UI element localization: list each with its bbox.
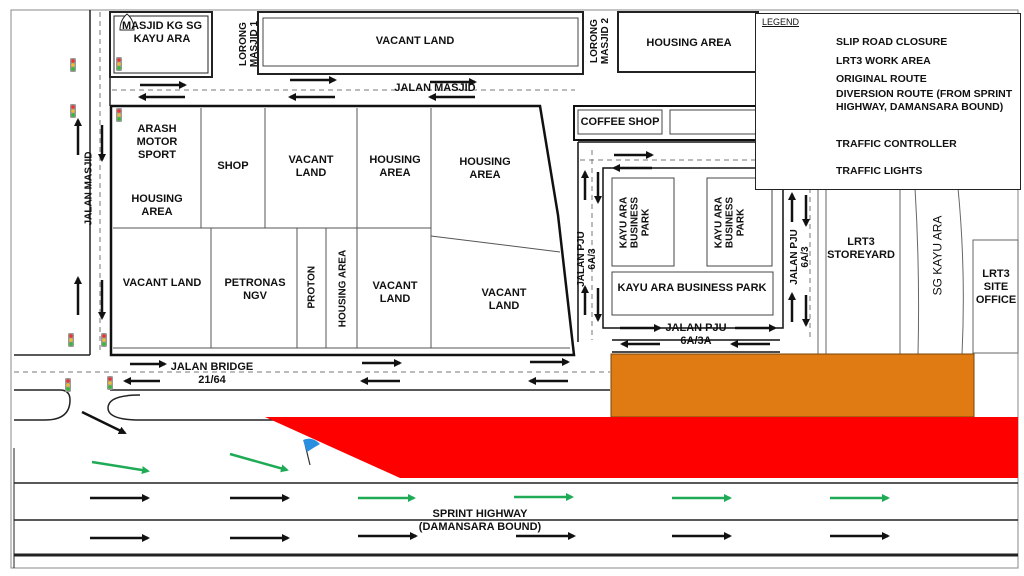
label-masjid: MASJID KG SG KAYU ARA bbox=[121, 20, 203, 45]
traffic-light-icon bbox=[68, 333, 74, 347]
label-shop: SHOP bbox=[217, 160, 249, 172]
label-kayu-ara-bp2: KAYU ARA BUSINESS PARK bbox=[713, 196, 747, 249]
label-housing-area-mid2: HOUSING AREA bbox=[459, 156, 511, 181]
label-kayu-ara-bp1: KAYU ARA BUSINESS PARK bbox=[618, 196, 652, 249]
label-vacant-land-mid3: VACANT LAND bbox=[481, 287, 527, 312]
label-lorong-masjid-1: LORONG MASJID 1 bbox=[238, 20, 260, 68]
label-vacant-land-bl: VACANT LAND bbox=[122, 277, 202, 289]
label-vacant-land-mid2: VACANT LAND bbox=[372, 280, 418, 305]
label-proton: PROTON bbox=[306, 265, 318, 309]
traffic-light-icon bbox=[116, 57, 122, 71]
traffic-light-icon bbox=[116, 108, 122, 122]
label-coffee-shop: COFFEE SHOP bbox=[580, 116, 660, 128]
traffic-light-icon bbox=[70, 104, 76, 118]
label-sprint-highway: SPRINT HIGHWAY (DAMANSARA BOUND) bbox=[418, 508, 542, 533]
legend-item-original-route: ORIGINAL ROUTE bbox=[836, 73, 927, 85]
label-jalan-pju-6a3-right: JALAN PJU 6A/3 bbox=[789, 229, 811, 285]
label-housing-area-top: HOUSING AREA bbox=[646, 37, 732, 49]
traffic-light-icon bbox=[107, 376, 113, 390]
traffic-light-icon bbox=[101, 333, 107, 347]
lrt3-work-area bbox=[611, 354, 974, 417]
label-jalan-pju-6a3-left: JALAN PJU 6A/3 bbox=[576, 231, 598, 287]
label-jalan-masjid-h: JALAN MASJID bbox=[394, 82, 476, 94]
legend-item-traffic-lights: TRAFFIC LIGHTS bbox=[836, 165, 923, 177]
traffic-light-icon bbox=[65, 378, 71, 392]
label-kayu-ara-bp3: KAYU ARA BUSINESS PARK bbox=[617, 282, 767, 294]
traffic-light-icon bbox=[70, 58, 76, 72]
label-petronas-ngv: PETRONAS NGV bbox=[224, 277, 286, 302]
label-vacant-land-mid1: VACANT LAND bbox=[288, 154, 334, 179]
slip-road-closure bbox=[265, 417, 1018, 478]
label-lorong-masjid-2: LORONG MASJID 2 bbox=[589, 17, 611, 65]
label-lrt3-site-office: LRT3 SITE OFFICE bbox=[975, 268, 1017, 306]
label-housing-area-left: HOUSING AREA bbox=[131, 193, 183, 218]
label-arash-motor-sport: ARASH MOTOR SPORT bbox=[136, 123, 178, 161]
traffic-controller-flag-icon bbox=[303, 439, 320, 465]
legend-item-slip-road-closure: SLIP ROAD CLOSURE bbox=[836, 36, 948, 48]
legend-item-traffic-controller: TRAFFIC CONTROLLER bbox=[836, 138, 957, 150]
label-vacant-land-top: VACANT LAND bbox=[375, 35, 455, 47]
legend-title: LEGEND bbox=[762, 17, 800, 27]
label-housing-area-mid1: HOUSING AREA bbox=[369, 154, 421, 179]
legend bbox=[755, 13, 1021, 190]
label-lrt3-storeyard: LRT3 STOREYARD bbox=[827, 236, 895, 261]
legend-item-lrt3-work-area: LRT3 WORK AREA bbox=[836, 55, 931, 67]
label-jalan-pju-6a3a: JALAN PJU 6A/3A bbox=[665, 322, 727, 347]
label-housing-area-vert: HOUSING AREA bbox=[337, 249, 349, 328]
label-jalan-masjid-v: JALAN MASJID bbox=[83, 151, 95, 226]
legend-item-diversion-route: DIVERSION ROUTE (FROM SPRINT HIGHWAY, DAMANSARA BOUND) bbox=[836, 88, 1013, 113]
label-sg-kayu-ara: SG KAYU ARA bbox=[930, 215, 945, 296]
label-jalan-bridge: JALAN BRIDGE 21/64 bbox=[170, 361, 254, 386]
